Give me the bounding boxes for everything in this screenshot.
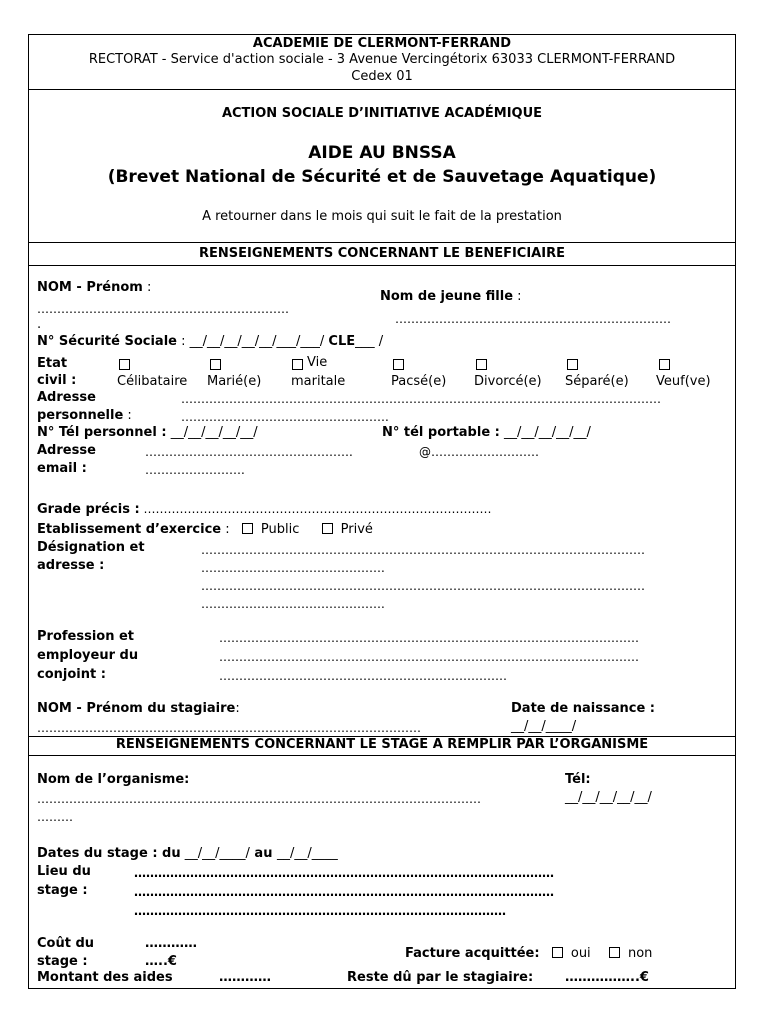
ssn-field[interactable]: : __/__/__/__/__/___/___/	[176, 334, 329, 349]
start-date-field[interactable]: __/__/____/	[180, 846, 250, 861]
designation-field-line-2[interactable]: ……………………………………….	[201, 561, 385, 575]
dates-au-label: au	[249, 846, 277, 861]
cost-value[interactable]: …..€	[145, 954, 177, 969]
public-label: Public	[260, 522, 300, 537]
cost-label-2: stage :	[37, 954, 88, 969]
spouse-field-line-2[interactable]: ……………………………………………………………………………………………	[219, 650, 639, 664]
maiden-row: Nom de jeune fille :	[380, 289, 522, 304]
option-pacs-label: Pacsé(e)	[391, 374, 447, 389]
name-row: NOM - Prénom :	[37, 280, 152, 295]
dates-label: Dates du stage : du	[37, 846, 181, 861]
organization-tel-label: Tél:	[565, 772, 591, 787]
email-field-domain[interactable]: @………………………	[419, 445, 539, 459]
cle-label: CLE	[328, 334, 356, 349]
title-expansion: (Brevet National de Sécurité et de Sauvetage Aquatique)	[107, 167, 657, 187]
aid-amount-field[interactable]: …………	[219, 970, 271, 985]
trainee-label: NOM - Prénom du stagiaire	[37, 701, 236, 716]
phone-row	[37, 425, 258, 441]
civil-status-label-2: civil :	[37, 373, 77, 388]
option-separated-label: Séparé(e)	[565, 374, 629, 389]
option-married-label: Marié(e)	[207, 374, 262, 389]
checkbox-divorced[interactable]	[476, 359, 487, 370]
birth-date-label: Date de naissance :	[511, 701, 656, 716]
maiden-name-label: Nom de jeune fille	[380, 289, 514, 304]
checkbox-private[interactable]	[322, 523, 333, 534]
rectorat-address: RECTORAT - Service d'action sociale - 3 Avenue Vercingétorix 63033 CLERMONT-FERRAND	[88, 52, 676, 67]
training-section-title: RENSEIGNEMENTS CONCERNANT LE STAGE A REMPLIR PAR L’ORGANISME	[115, 737, 649, 752]
page-title: AIDE AU BNSSA	[308, 143, 456, 163]
trainee-row: NOM - Prénom du stagiaire:	[37, 701, 240, 716]
email-field-line-2[interactable]: …………………….	[145, 463, 245, 477]
return-note: A retourner dans le mois qui suit le fait de la prestation	[202, 209, 562, 224]
checkbox-invoice-no[interactable]	[609, 947, 620, 958]
spouse-label-1: Profession et	[37, 629, 135, 644]
email-label-2: email :	[37, 461, 87, 476]
name-field[interactable]: ………………………………………………………	[37, 302, 289, 316]
rectorat-cedex: Cedex 01	[351, 69, 413, 84]
organization-label: Nom de l’organisme:	[37, 772, 190, 787]
organization-tel-field[interactable]: __/__/__/__/__/	[565, 790, 652, 805]
spouse-field-line-1[interactable]: ……………………………………………………………………………………………	[219, 631, 639, 645]
establishment-row: Etablissement d’exercice : Public Privé	[37, 522, 373, 537]
checkbox-invoice-yes[interactable]	[552, 947, 563, 958]
cost-field[interactable]: …………	[145, 936, 197, 951]
organization-field-line-2[interactable]: ………	[37, 810, 73, 824]
place-field-line-1[interactable]: ……………………………………………………………………………………………	[134, 866, 554, 880]
divider	[29, 89, 735, 90]
designation-field-line-1[interactable]: …………………………………………………………………………………………………	[201, 543, 645, 557]
spouse-label-2: employeur du	[37, 648, 139, 663]
checkbox-single[interactable]	[119, 359, 130, 370]
spouse-field-line-3[interactable]: ………………………………………………………………	[219, 669, 507, 683]
cle-field[interactable]: ___ /	[355, 334, 384, 349]
divider	[29, 265, 735, 266]
checkbox-married[interactable]	[210, 359, 221, 370]
option-cohabiting-label-2: maritale	[291, 374, 346, 389]
place-field-line-2[interactable]: ……………………………………………………………………………………………	[134, 885, 554, 899]
grade-field[interactable]: ……………………………………………………………………………	[139, 502, 492, 516]
email-field-user[interactable]: …………………………………………….	[145, 445, 353, 459]
place-label-2: stage :	[37, 883, 88, 898]
designation-field-line-4[interactable]: ……………………………………….	[201, 597, 385, 611]
subtitle: ACTION SOCIALE D’INITIATIVE ACADÉMIQUE	[221, 106, 543, 121]
invoice-label: Facture acquittée:	[405, 946, 540, 961]
checkbox-public[interactable]	[242, 523, 253, 534]
place-label-1: Lieu du	[37, 864, 91, 879]
mobile-label: N° tél portable :	[382, 425, 500, 440]
option-cohabiting-label-1: Vie	[307, 355, 328, 370]
divider	[29, 755, 735, 756]
option-widowed-label: Veuf(ve)	[656, 374, 711, 389]
designation-field-line-3[interactable]: …………………………………………………………………………………………………	[201, 579, 645, 593]
private-label: Privé	[340, 522, 373, 537]
invoice-yes-label: oui	[570, 946, 591, 961]
grade-label: Grade précis :	[37, 502, 140, 517]
divider	[29, 242, 735, 243]
checkbox-separated[interactable]	[567, 359, 578, 370]
beneficiary-section-title: RENSEIGNEMENTS CONCERNANT LE BENEFICIAIRE	[199, 246, 565, 261]
phone-label: N° Tél personnel :	[37, 425, 167, 440]
trainee-field[interactable]: ……………………………………………………………………………………	[37, 721, 421, 735]
cost-label-1: Coût du	[37, 936, 95, 951]
address-field-line-1[interactable]: …………………………………………………………………………………………………………	[181, 392, 661, 406]
invoice-no-label: non	[627, 946, 653, 961]
dates-row	[37, 846, 338, 862]
place-field-line-3[interactable]: …………………………………………………………………………………	[134, 904, 506, 918]
phone-field[interactable]: __/__/__/__/__/	[166, 425, 258, 440]
mobile-field[interactable]: __/__/__/__/__/	[499, 425, 591, 440]
checkbox-widowed[interactable]	[659, 359, 670, 370]
form-frame	[28, 34, 736, 989]
spouse-label-3: conjoint :	[37, 667, 106, 682]
aid-amount-label: Montant des aides	[37, 970, 173, 985]
balance-value[interactable]: ……………..€	[565, 970, 649, 985]
organization-field[interactable]: …………………………………………………………………………………………………	[37, 792, 481, 806]
civil-status-label-1: Etat	[37, 356, 68, 371]
establishment-label: Etablissement d’exercice	[37, 522, 222, 537]
email-label-1: Adresse	[37, 443, 96, 458]
maiden-name-field[interactable]: ……………………………………………………………	[395, 312, 671, 326]
address-label-1: Adresse	[37, 390, 96, 405]
checkbox-pacs[interactable]	[393, 359, 404, 370]
mobile-row	[382, 425, 591, 441]
ssn-row	[37, 334, 383, 350]
birth-date-field[interactable]: __/__/____/	[511, 719, 577, 734]
balance-label: Reste dû par le stagiaire:	[347, 970, 534, 985]
academy-title: ACADEMIE DE CLERMONT-FERRAND	[252, 36, 512, 51]
address-label-2-row: personnelle :	[37, 408, 132, 423]
name-field-end: .	[37, 317, 42, 332]
option-divorced-label: Divorcé(e)	[474, 374, 542, 389]
address-label-2: personnelle	[37, 408, 124, 423]
end-date-field[interactable]: __/__/____	[276, 846, 338, 861]
grade-row	[37, 501, 492, 518]
option-single-label: Célibataire	[117, 374, 188, 389]
invoice-row	[405, 946, 652, 962]
checkbox-cohabiting[interactable]	[292, 359, 303, 370]
address-field-line-2[interactable]: …………………………………………….	[181, 410, 389, 424]
name-label: NOM - Prénom	[37, 280, 143, 295]
designation-label-1: Désignation et	[37, 540, 145, 555]
ssn-label: N° Sécurité Sociale	[37, 334, 177, 349]
designation-label-2: adresse :	[37, 558, 105, 573]
